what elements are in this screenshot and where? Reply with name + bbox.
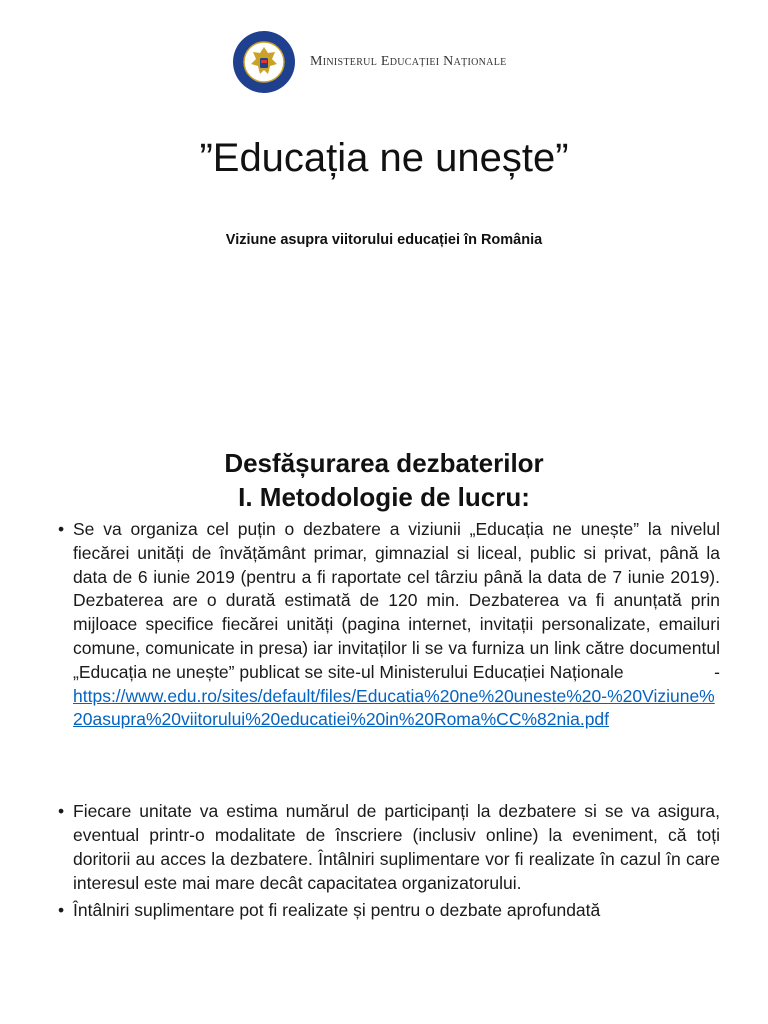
bullet-text: Se va organiza cel puțin o dezbatere a viziunii „Educația ne unește” la nivelul fiecărei unități de învățământ primar, gimnazial si liceal, public si privat, până la data de 6 iunie 2019 (pentru a fi raportate cel târziu până la data de 7 iunie 2019). Dezbaterea are o durată estimată de 120 min. Dezbaterea va fi anunțată prin mijloace specifice fiecărei unități (pagina internet, invitații personalizate, emailuri comune, comunicate in presa) iar invitaților li se va furniza un link către documentul „Educația ne unește” publicat se site-ul Ministerului Educației Naționale (73, 519, 720, 682)
bullet-dash: - (714, 661, 720, 682)
section-heading (0, 446, 768, 514)
page-subtitle: Viziune asupra viitorului educației în România (225, 232, 543, 248)
bullet-text: Fiecare unitate va estima numărul de participanți la dezbatere si se va asigura, eventual printr-o modalitate de înscriere (inclusiv online) la eveniment, că toți doritorii au acces la dezbatere. Întâlniri suplimentare vor fi realizate în cazul în care interesul este mai mare decât capacitatea organizatorului. (73, 801, 720, 893)
ministry-name-text: Ministerul Educației Naționale (310, 54, 507, 69)
document-link[interactable]: https://www.edu.ro/sites/default/files/Educatia%20ne%20uneste%20-%20Viziune%20asupra%20viitorului%20educatiei%20in%20Roma%CC%82nia.pdf (73, 685, 715, 730)
list-item (58, 899, 720, 923)
section-heading-line1: Desfășurarea dezbaterilor (224, 448, 544, 478)
document-header (232, 30, 507, 94)
bullet-icon: • (58, 519, 65, 539)
ministry-name (310, 54, 507, 70)
bullet-text: Întâlniri suplimentare pot fi realizate și pentru o dezbate aprofundată (73, 900, 601, 921)
section-heading-line2: I. Metodologie de lucru: (238, 482, 530, 512)
list-item (58, 518, 720, 732)
bullet-icon: • (58, 801, 65, 822)
government-seal-icon (232, 30, 296, 94)
page-title: ”Educația ne unește” (199, 136, 569, 180)
list-item (58, 800, 720, 895)
bullet-icon: • (58, 900, 65, 921)
bullet-list (58, 518, 720, 923)
